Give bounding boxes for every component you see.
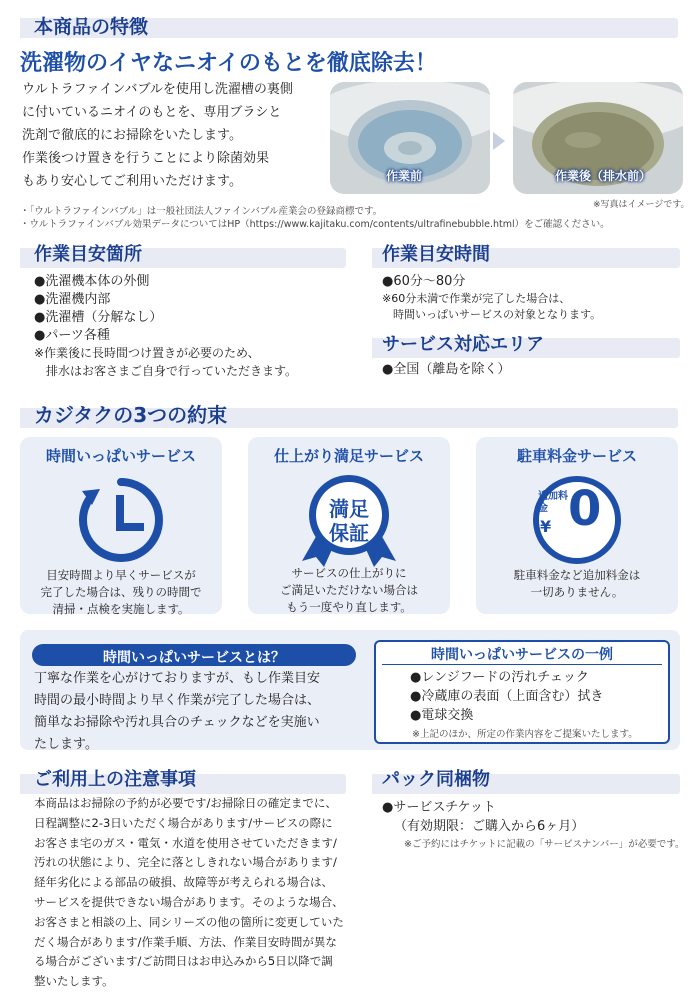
work-time-heading: 作業目安時間 — [382, 244, 490, 265]
pack-validity: （有効期限：ご購入から6ヶ月） — [394, 819, 585, 834]
example-item: ●レンジフードの汚れチェック — [410, 670, 589, 685]
service-area-heading: サービス対応エリア — [382, 334, 544, 355]
promise-card-line: 目安時間より早くサービスが — [46, 568, 196, 582]
promise-card-line: サービスの仕上がりに — [291, 566, 407, 580]
promise-card-parking — [476, 437, 678, 614]
work-area-item: ●洗濯機内部 — [34, 292, 111, 307]
work-area-note: ※作業後に長時間つけ置きが必要のため、 — [34, 346, 260, 360]
coin-yen: ¥ — [540, 517, 552, 536]
promise-card-title: 時間いっぱいサービス — [45, 447, 196, 465]
work-time-note: 時間いっぱいサービスの対象となります。 — [382, 308, 602, 321]
example-item: ●冷蔵庫の表面（上面含む）拭き — [410, 689, 604, 704]
coin-label: 追加料金 — [538, 491, 568, 514]
photo-note: ※写真はイメージです。 — [593, 200, 690, 210]
promise-card-line: 清掃・点検を実施します。 — [52, 602, 190, 616]
full-time-heading: 時間いっぱいサービスとは？ — [103, 650, 285, 666]
example-divider — [382, 664, 662, 665]
photo-after — [513, 82, 683, 194]
promise-card-title: 駐車料金サービス — [516, 447, 637, 465]
promise-card-quality — [248, 437, 450, 614]
example-item: ●電球交換 — [410, 708, 474, 723]
photo-before — [330, 82, 490, 194]
promise-card-line: もう一度やり直します。 — [286, 600, 412, 614]
pack-note: ※ご予約にはチケットに記載の「サービスナンバー」が必要です。 — [404, 839, 685, 850]
notes-text: 本商品はお掃除の予約が必要です/お掃除日の確定までに、日程調整に2-3日いただく場合があります/サービスの際にお客さま宅のガス・電気・水道を使用させていただきます/汚れの状態により、完全に落としきれない場合があります/経年劣化による部品の破損、故障等が考えられる場合は、サービスを提供できない場合があります。そのような場合、お客さまと相談の上、同シリーズの他の箇所に変更していただく場合があります/作業手順、方法、作業目安時間が異なる場合がございます/ご訪問日はお申込みから5日以降で調整いたします。 — [34, 796, 344, 989]
full-time-line: 簡単なお掃除や汚れ具合のチェックなどを実施い — [34, 715, 320, 730]
promises-heading: カジタクの3つの約束 — [34, 403, 228, 427]
promise-card-line: 完了した場合は、残りの時間で — [40, 585, 202, 599]
features-body-line: 作業後つけ置きを行うことにより除菌効果 — [22, 151, 270, 166]
photo-before-label: 作業前 — [386, 169, 423, 183]
work-area-item: ●洗濯槽（分解なし） — [34, 310, 163, 325]
features-headline: 洗濯物のイヤなニオイのもとを徹底除去！ — [20, 51, 437, 76]
promise-card-line: ご満足いただけない場合は — [280, 583, 418, 597]
badge-text: 保証 — [329, 521, 369, 545]
pack-heading: パック同梱物 — [382, 769, 490, 790]
full-time-line: たします。 — [34, 737, 98, 752]
photo-after-label: 作業後（排水前） — [555, 169, 652, 183]
footnote-trademark: ・「ウルトラファインバブル」は一般社団法人ファインバブル産業会の登録商標です。 — [20, 206, 383, 217]
footnote-hp: ・ウルトラファインバブル効果データについてはHP（https://www.kajitaku.com/contents/ultrafinebubble.html）をご確認ください。 — [20, 219, 610, 230]
promise-card-title: 仕上がり満足サービス — [273, 447, 424, 465]
coin-zero: 0 — [568, 481, 602, 537]
work-time-note: ※60分未満で作業が完了した場合は、 — [382, 292, 571, 305]
work-area-heading: 作業目安箇所 — [34, 244, 142, 265]
promise-card-time — [20, 437, 222, 614]
clock-icon — [76, 475, 166, 565]
features-body-line: ウルトラファインバブルを使用し洗濯槽の裏側 — [22, 82, 293, 97]
work-time-value: ●60分〜80分 — [382, 274, 466, 289]
work-area-item: ●洗濯機本体の外側 — [34, 274, 150, 289]
promise-card-line: 駐車料金など追加料金は — [513, 568, 641, 582]
example-heading: 時間いっぱいサービスの一例 — [431, 647, 613, 663]
example-note: ※上記のほか、所定の作業内容をご提案いたします。 — [412, 729, 638, 740]
work-area-item: ●パーツ各種 — [34, 328, 110, 343]
arrow-icon — [493, 132, 505, 150]
promise-card-line: 一切ありません。 — [530, 585, 624, 599]
full-time-line: 時間の最小時間より早く作業が完了した場合は、 — [34, 693, 321, 708]
service-area-value: ●全国（離島を除く） — [382, 362, 511, 377]
work-area-note: 排水はお客さまご自身で行っていただきます。 — [34, 364, 298, 378]
badge-text: 満足 — [329, 497, 369, 521]
features-body-line: に付いているニオイのもとを、専用ブラシと — [22, 105, 282, 120]
pack-item: ●サービスチケット — [382, 800, 496, 815]
features-heading: 本商品の特徴 — [34, 16, 149, 38]
features-body-line: もあり安心してご利用いただけます。 — [22, 174, 242, 189]
features-body-line: 洗剤で徹底的にお掃除をいたします。 — [22, 128, 242, 143]
notes-heading: ご利用上の注意事項 — [34, 769, 196, 790]
full-time-line: 丁寧な作業を心がけておりますが、もし作業目安 — [34, 671, 321, 686]
